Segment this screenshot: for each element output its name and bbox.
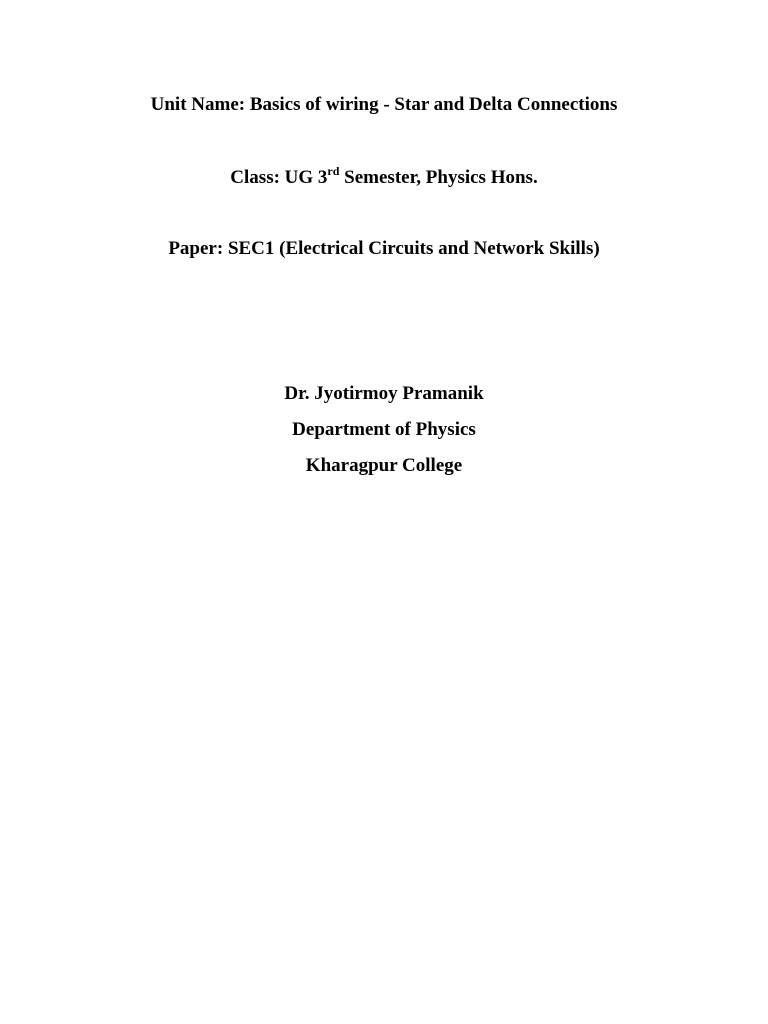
paper-line: Paper: SEC1 (Electrical Circuits and Network Skills) [168, 238, 600, 259]
class-suffix: Semester, Physics Hons. [339, 167, 538, 188]
class-ordinal-superscript: rd [327, 164, 340, 178]
unit-name-line: Unit Name: Basics of wiring - Star and Delta Connections [150, 94, 618, 115]
college-name: Kharagpur College [305, 455, 463, 476]
author-name: Dr. Jyotirmoy Pramanik [284, 383, 484, 404]
class-line [0, 166, 768, 190]
department-name: Department of Physics [292, 419, 476, 440]
class-prefix: Class: UG 3 [230, 167, 328, 188]
